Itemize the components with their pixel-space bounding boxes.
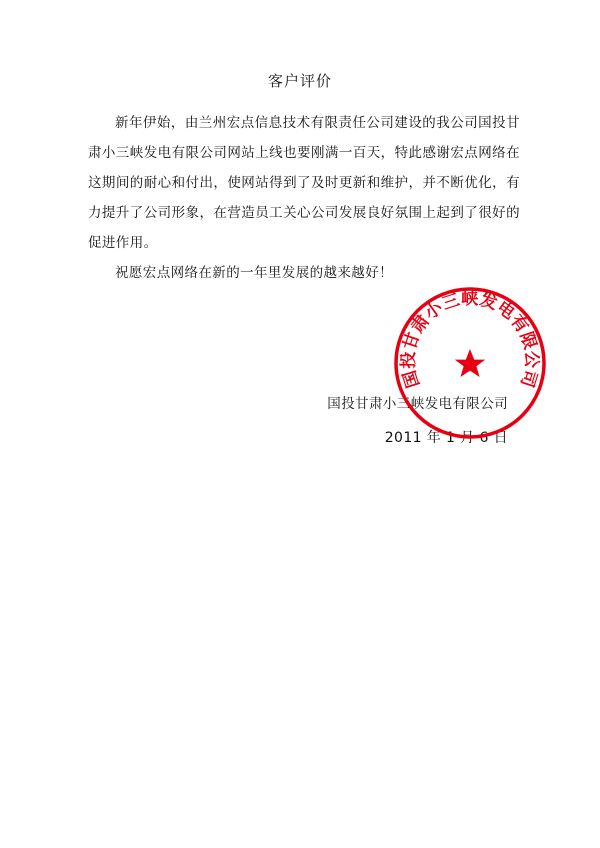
signature-company: 国投甘肃小三峡发电有限公司 <box>327 396 508 412</box>
paragraph-1: 新年伊始，由兰州宏点信息技术有限责任公司建设的我公司国投甘肃小三峡发电有限公司网站上线也要刚满一百天，特此感谢宏点网络在这期间的耐心和付出，使网站得到了及时更新和维护，并不断优化，有力提升了公司形象，在营造员工关心公司发展良好氛围上起到了很好的促进作用。 <box>88 115 520 251</box>
company-seal-stamp <box>392 285 548 441</box>
seal-text: 国投甘肃小三峡发电有限公司 <box>398 289 542 390</box>
signature-date: 2011 年 1 月 6 日 <box>384 430 508 446</box>
document-title: 客户评价 <box>267 72 332 90</box>
star-icon <box>455 349 485 377</box>
paragraph-2: 祝愿宏点网络在新的一年里发展的越来越好！ <box>115 265 393 281</box>
document-body <box>88 108 520 288</box>
